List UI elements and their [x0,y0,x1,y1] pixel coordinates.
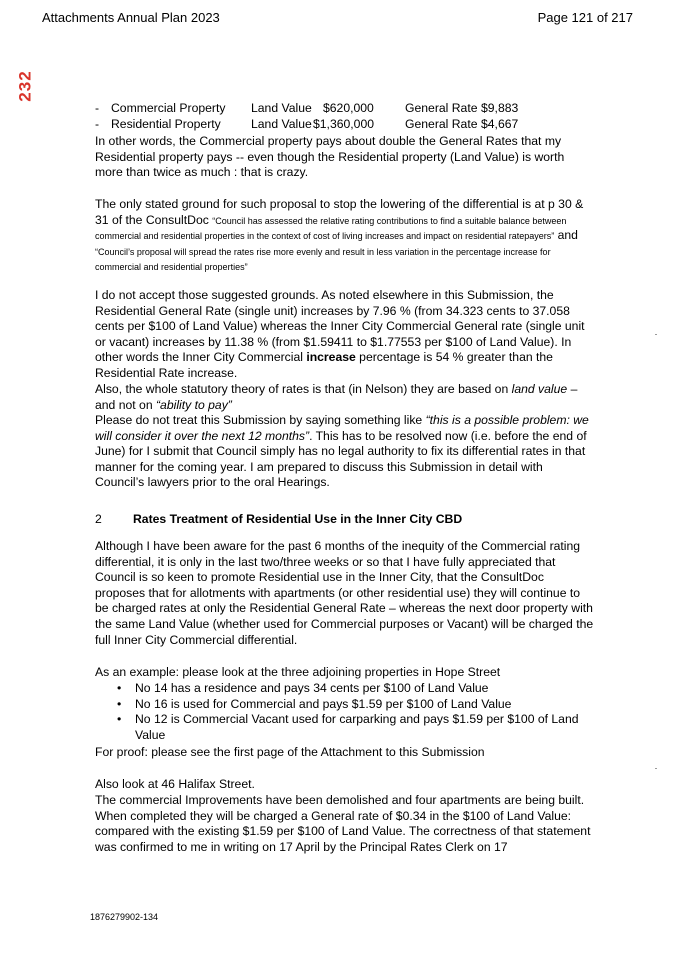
section-2-heading [95,512,595,528]
quote-possible-problem: “this is a possible problem: we will consider it over the next 12 months” [95,413,589,443]
comparison-row-residential [95,117,595,133]
scan-mark [655,334,657,335]
row-dash: - [95,101,100,115]
text: – and not on [95,382,578,412]
general-rate-label: General Rate [405,101,478,115]
paragraph-apartments: The commercial Improvements have been demolished and four apartments are being built. When completed they will be charged a General rate of $0.34 in the $100 of Land Value: compared with the existing $1.59 per $100 of Land Value. The correctness of that statement was confirmed to me in writing on 17 April by the Principal Rates Clerk on 17 [95,793,591,854]
land-value-label: Land Value [251,101,312,115]
quote-council-balance: “Council has assessed the relative rating contributions to find a suitable balance between commercial and residential properties in the context of cost of living increases and impact on residential ratepayers” [95,215,567,242]
emphasis-land-value: land value [511,382,568,396]
comparison-row-commercial [95,101,595,117]
section-title: Rates Treatment of Residential Use in the Inner City CBD [133,512,463,526]
general-rate: $4,667 [481,117,519,131]
text: percentage is 54 % greater than the Residential Rate increase. [95,350,553,380]
text: The only stated ground for such proposal to stop the lowering of the differential is at p 30 & 31 of the ConsultDoc [95,197,584,227]
text: Please do not treat this Submission by saying something like [95,413,426,427]
scan-mark [655,768,657,769]
land-value: $1,360,000 [313,117,374,131]
row-dash: - [95,117,100,131]
property-type: Commercial Property [111,101,226,115]
emphasis-increase: increase [306,350,356,365]
paragraph-rate-increase [95,288,595,382]
document-reference: 1876279902-134 [90,912,159,922]
general-rate: $9,883 [481,101,519,115]
side-page-number [15,66,40,106]
paragraph-halifax: Also look at 46 Halifax Street. [95,777,255,791]
quote-council-proposal: “Council’s proposal will spread the rates rise more evenly and result in less variation in the percentage increase for commercial and residential properties” [95,246,551,273]
list-item: • No 14 has a residence and pays 34 cents per $100 of Land Value [95,681,595,697]
property-type: Residential Property [111,117,221,131]
section-number: 2 [95,512,102,526]
emphasis-ability-to-pay: “ability to pay” [156,397,232,412]
land-value: $620,000 [323,101,374,115]
paragraph-residential-use: Although I have been aware for the past 6 months of the inequity of the Commercial rating differential, it is only in the last two/three weeks or so that I have fully appreciated that Council is so keen to promote Residential use in the Inner City, that the ConsultDoc proposes that for allotments with apartments (or other residential use) they will continue to be charged rates at only the Residential General Rate – whereas the next door property with the same Land Value (whether used for Commercial purposes or Vacant) will be charged the full Inner City Commercial differential. [95,539,594,647]
text: and [554,228,578,243]
side-page-number-text: 232 [15,70,35,102]
paragraph-comparison-summary: In other words, the Commercial property pays about double the General Rates that my Residential property pays -- even though the Residential property (Land Value) is worth more than twice as much : that is crazy. [95,134,565,180]
paragraph-proof: For proof: please see the first page of the Attachment to this Submission [95,745,485,759]
page-number-header: Page 121 of 217 [537,10,633,25]
text: I do not accept those suggested grounds. As noted elsewhere in this Submission, the Residential General Rate (single unit) increases by 7.96 % (from 34.323 cents to 37.058 cents per $100 of Land Value) whereas the Inner City Commercial General rate (single unit or vacant) increases by 11.38 % (from $1.59411 to $1.77553 per $100 of Land Value). In other words the Inner City Commercial [95,288,585,365]
paragraph-example: As an example: please look at the three adjoining properties in Hope Street [95,665,501,679]
text: . This has to be resolved now (i.e. before the end of June) for I submit that Council simply has no legal authority to fix its differential rates in that manner for the coming year. I am prepared to discuss this Submission in detail with Council’s lawyers prior to the oral Hearings. [95,428,587,490]
document-header-title: Attachments Annual Plan 2023 [42,10,220,25]
paragraph-stated-ground [95,197,595,275]
paragraph-resolve-now [95,413,595,491]
paragraph-statutory-theory [95,382,595,413]
text: Also, the whole statutory theory of rates is that (in Nelson) they are based on [95,382,512,396]
list-item: • No 12 is Commercial Vacant used for carparking and pays $1.59 per $100 of Land Value [95,712,595,743]
property-list [95,681,595,743]
general-rate-label: General Rate [405,117,478,131]
list-item: • No 16 is used for Commercial and pays $1.59 per $100 of Land Value [95,697,595,713]
comparison-table [95,101,595,133]
land-value-label: Land Value [251,117,312,131]
